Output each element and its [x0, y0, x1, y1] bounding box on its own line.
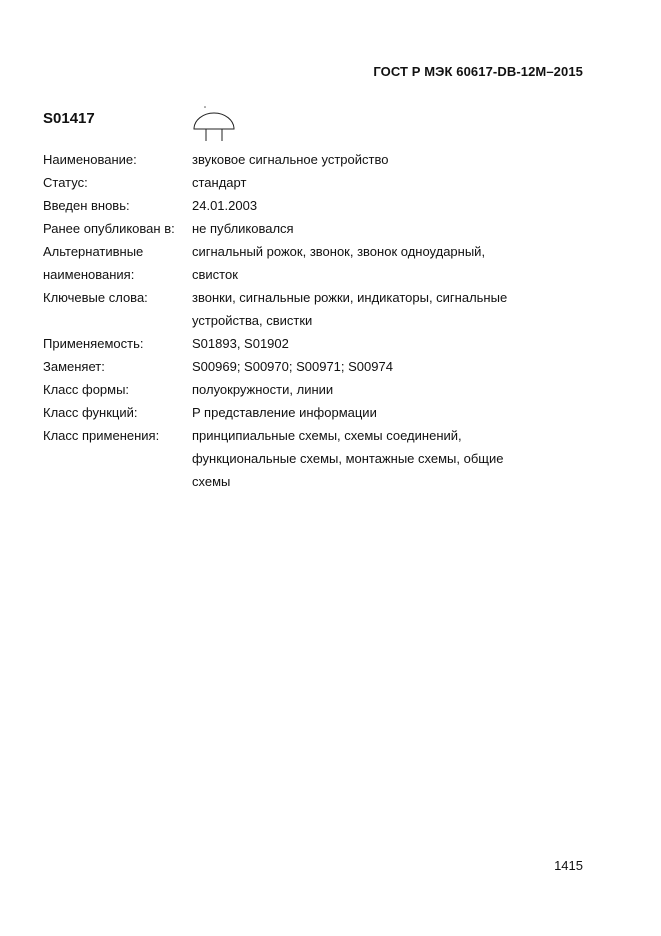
prop-value	[192, 171, 522, 194]
prop-value-line: функциональные схемы, монтажные схемы, общие	[192, 451, 504, 466]
prop-label: Ключевые слова:	[43, 290, 148, 305]
prop-value	[192, 286, 522, 332]
prop-row-keywords	[43, 286, 563, 332]
prop-label: Введен вновь:	[43, 198, 130, 213]
symbol-code: S01417	[43, 110, 95, 127]
sounding-device-dome	[194, 113, 234, 129]
prop-value-line: сигнальный рожок, звонок, звонок одноударный,	[192, 244, 486, 259]
prop-value	[192, 378, 522, 401]
prop-value-line: схемы	[192, 474, 231, 489]
prop-label: Альтернативные наименования:	[43, 244, 144, 282]
prop-value	[192, 217, 522, 240]
prop-value	[192, 424, 522, 493]
prop-label: Класс функций:	[43, 405, 138, 420]
prop-value-line: 24.01.2003	[192, 198, 258, 213]
prop-value-line: P представление информации	[192, 405, 377, 420]
prop-label: Статус:	[43, 175, 88, 190]
prop-label: Заменяет:	[43, 359, 105, 374]
prop-value-line: S00969; S00970; S00971; S00974	[192, 359, 393, 374]
sounding-device-icon	[191, 104, 237, 144]
prop-value-line: звуковое сигнальное устройство	[192, 152, 389, 167]
prop-value-line: свисток	[192, 267, 238, 282]
prop-value	[192, 355, 522, 378]
prop-label: Наименование:	[43, 152, 137, 167]
prop-label: Класс формы:	[43, 382, 130, 397]
prop-value	[192, 332, 522, 355]
prop-row-status	[43, 171, 563, 194]
prop-label: Класс применения:	[43, 428, 160, 443]
prop-row-replaces	[43, 355, 563, 378]
document-standard-title: ГОСТ Р МЭК 60617-DB-12M–2015	[373, 64, 583, 79]
prop-row-introduced	[43, 194, 563, 217]
prop-value-line: стандарт	[192, 175, 247, 190]
prop-value	[192, 401, 522, 424]
prop-value	[192, 194, 522, 217]
symbol-properties	[43, 148, 563, 493]
prop-row-previously-published	[43, 217, 563, 240]
prop-value-line: S01893, S01902	[192, 336, 289, 351]
prop-value	[192, 148, 522, 171]
prop-row-applicability	[43, 332, 563, 355]
prop-value-line: полуокружности, линии	[192, 382, 334, 397]
prop-value-line: не публиковался	[192, 221, 294, 236]
prop-row-shape-class	[43, 378, 563, 401]
symbol-origin-dot	[204, 106, 206, 108]
prop-row-function-class	[43, 401, 563, 424]
prop-value-line: устройства, свистки	[192, 313, 313, 328]
prop-row-application-class	[43, 424, 563, 493]
prop-value-line: принципиальные схемы, схемы соединений,	[192, 428, 462, 443]
prop-row-alternative-names	[43, 240, 563, 286]
prop-label: Применяемость:	[43, 336, 144, 351]
prop-value-line: звонки, сигнальные рожки, индикаторы, сигнальные	[192, 290, 508, 305]
page-number: 1415	[554, 858, 583, 873]
prop-value	[192, 240, 522, 286]
prop-row-name	[43, 148, 563, 171]
prop-label: Ранее опубликован в:	[43, 221, 175, 236]
